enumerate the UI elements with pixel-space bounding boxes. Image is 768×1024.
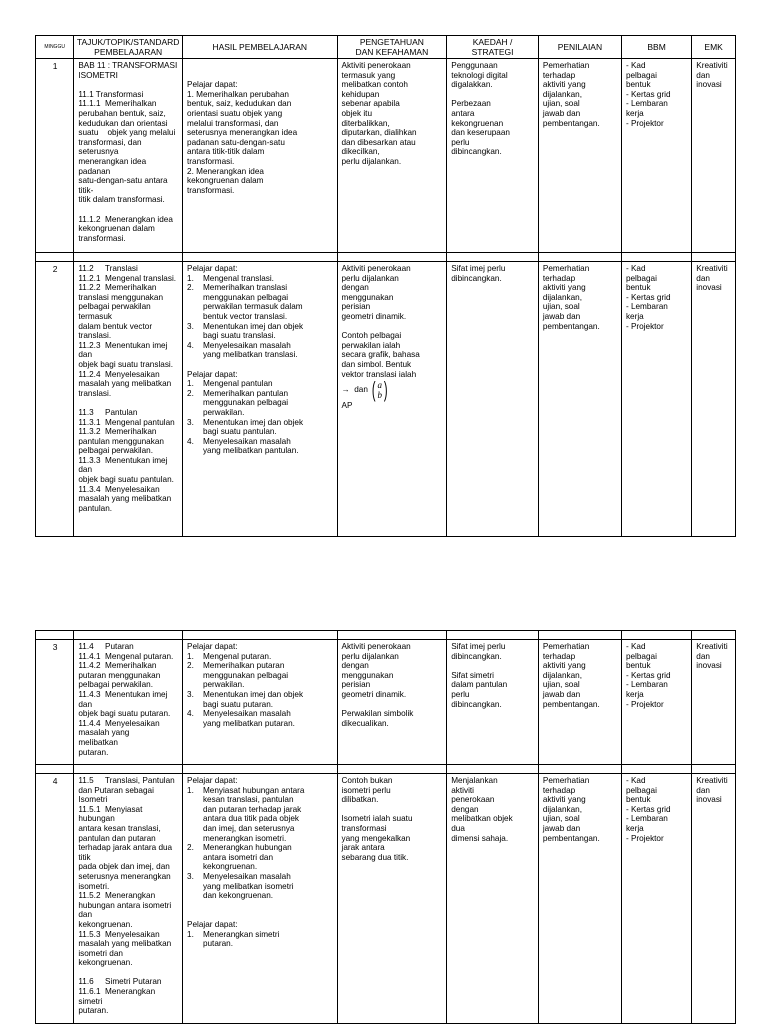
bbm-cell: - Kad pelbagai bentuk - Kertas grid - Lembaran kerja - Projektor (621, 262, 691, 537)
emk-cell: Kreativiti dan inovasi (692, 774, 736, 1024)
topic-cell: 11.4 Putaran 11.4.1 Mengenal putaran. 11.4.2 Memerihalkan putaran menggunakan pelbagai perwakilan. 11.4.3 Menentukan imej dan objek bagi suatu putaran. 11.4.4 Menyelesaikan masalah yang melibatkan putaran. (74, 640, 183, 765)
emk-cell: Kreativiti dan inovasi (692, 59, 736, 253)
assessment-cell: Pemerhatian terhadap aktiviti yang dijalankan, ujian, soal jawab dan pembentangan. (538, 262, 621, 537)
method-cell: Penggunaan teknologi digital digalakkan. Perbezaan antara kekongruenan dan keserupaan perlu dibincangkan. (447, 59, 539, 253)
header-row (36, 36, 736, 59)
vector-b: b (377, 390, 383, 401)
bbm-cell: - Kad pelbagai bentuk - Kertas grid - Lembaran kerja - Projektor (621, 774, 691, 1024)
header-method: KAEDAH / STRATEGI (447, 36, 539, 59)
table-row (36, 640, 736, 765)
knowledge-cell: Contoh bukan isometri perlu dilibatkan. Isometri ialah suatu transformasi yang mengekalkan jarak antara sebarang dua titik. (337, 774, 447, 1024)
emk-cell: Kreativiti dan inovasi (692, 640, 736, 765)
lesson-plan-table-2 (35, 630, 736, 1024)
topic-cell: 11.2 Translasi 11.2.1 Mengenal translasi. 11.2.2 Memerihalkan translasi menggunakan pelbagai perwakilan termasuk dalam bentuk vector translasi. 11.2.3 Menentukan imej dan objek bagi suatu translasi. 11.2.4 Menyelesaikan masalah yang melibatkan translasi. 11.3 Pantulan 11.3.1 Mengenal pantulan 11.3.2 Memerihalkan pantulan menggunakan pelbagai perwakilan. 11.3.3 Menentukan imej dan objek bagi suatu pantulan. 11.3.4 Menyelesaikan masalah yang melibatkan pantulan. (74, 262, 183, 537)
ap-text: AP (341, 401, 353, 411)
translation-vector: → dan ( a b ) (341, 377, 388, 403)
method-cell: Menjalankan aktiviti penerokaan dengan melibatkan objek dua dimensi sahaja. (447, 774, 539, 1024)
method-cell: Sifat imej perlu dibincangkan. Sifat simetri dalam pantulan perlu dibincangkan. (447, 640, 539, 765)
header-bbm: BBM (621, 36, 691, 59)
separator-row (36, 631, 736, 640)
table-row (36, 774, 736, 1024)
header-knowledge: PENGETAHUAN DAN KEFAHAMAN (337, 36, 447, 59)
separator-row (36, 765, 736, 774)
lesson-plan-table-1 (35, 35, 736, 537)
topic-cell: 11.5 Translasi, Pantulan dan Putaran sebagai Isometri 11.5.1 Menyiasat hubungan antara kesan translasi, pantulan dan putaran terhadap jarak antara dua titik pada objek dan imej, dan seterusnya menerangkan isometri. 11.5.2 Menerangkan hubungan antara isometri dan kekongruenan. 11.5.3 Menyelesaikan masalah yang melibatkan isometri dan kekongruenan. 11.6 Simetri Putaran 11.6.1 Menerangkan simetri putaran. (74, 774, 183, 1024)
week-number: 4 (36, 774, 74, 1024)
knowledge-cell: Aktiviti penerokaan termasuk yang melibatkan contoh kehidupan sebenar apabila objek itu diterbalikkan, diputarkan, dialihkan dan dibesarkan atau dikecilkan, perlu dijalankan. (337, 59, 447, 253)
table-row (36, 59, 736, 253)
knowledge-cell (337, 262, 447, 537)
header-emk: EMK (692, 36, 736, 59)
header-week: MINGGU (36, 36, 74, 59)
knowledge-text: Aktiviti penerokaan perlu dijalankan dengan menggunakan perisian geometri dinamik. Contoh pelbagai perwakilan ialah secara grafik, bahasa dan simbol. Bentuk vektor translasi ialah (341, 264, 420, 379)
table-row (36, 262, 736, 537)
topic-cell: BAB 11 : TRANSFORMASI ISOMETRI 11.1 Transformasi 11.1.1 Memerihalkan perubahan bentuk, saiz, kedudukan dan orientasi suatu objek yang melalui transformasi, dan seterusnya menerangkan idea padanan satu-dengan-satu antara titik- titik dalam transformasi. 11.1.2 Menerangkan idea kekongruenan dalam transformasi. (74, 59, 183, 253)
week-number: 2 (36, 262, 74, 537)
week-number: 3 (36, 640, 74, 765)
bbm-cell: - Kad pelbagai bentuk - Kertas grid - Lembaran kerja - Projektor (621, 640, 691, 765)
vector-a: a (377, 380, 383, 391)
emk-cell: Kreativiti dan inovasi (692, 262, 736, 537)
assessment-cell: Pemerhatian terhadap aktiviti yang dijalankan, ujian, soal jawab dan pembentangan. (538, 774, 621, 1024)
outcome-cell: Pelajar dapat: 1. Memerihalkan perubahan bentuk, saiz, kedudukan dan orientasi suatu objek yang melalui transformasi, dan seterusnya menerangkan idea padanan satu-dengan-satu antara titik-titik dalam transformasi. 2. Menerangkan idea kekongruenan dalam transformasi. (183, 59, 337, 253)
header-assessment: PENILAIAN (538, 36, 621, 59)
outcome-cell: Pelajar dapat: 1. Mengenal translasi. 2. Memerihalkan translasi menggunakan pelbagai perwakilan termasuk dalam bentuk vector translasi. 3. Menentukan imej dan objek bagi suatu translasi. 4. Menyelesaikan masalah yang melibatkan translasi. Pelajar dapat: 1. Mengenal pantulan 2. Memerihalkan pantulan menggunakan pelbagai perwakilan. 3. Menentukan imej dan objek bagi suatu pantulan. 4. Menyelesaikan masalah yang melibatkan pantulan. (183, 262, 337, 537)
outcome-cell: Pelajar dapat: 1. Mengenal putaran. 2. Memerihalkan putaran menggunakan pelbagai perwakilan. 3. Menentukan imej dan objek bagi suatu putaran. 4. Menyelesaikan masalah yang melibatkan putaran. (183, 640, 337, 765)
assessment-cell: Pemerhatian terhadap aktiviti yang dijalankan, ujian, soal jawab dan pembentangan. (538, 59, 621, 253)
assessment-cell: Pemerhatian terhadap aktiviti yang dijalankan, ujian, soal jawab dan pembentangan. (538, 640, 621, 765)
bbm-cell: - Kad pelbagai bentuk - Kertas grid - Lembaran kerja - Projektor (621, 59, 691, 253)
header-topic: TAJUK/TOPIK/STANDARD PEMBELAJARAN (74, 36, 183, 59)
outcome-cell: Pelajar dapat: 1. Menyiasat hubungan antara kesan translasi, pantulan dan putaran terhadap jarak antara dua titik pada objek dan imej, dan seterusnya menerangkan isometri. 2. Menerangkan hubungan antara isometri dan kekongruenan. 3. Menyelesaikan masalah yang melibatkan isometri dan kekongruenan. Pelajar dapat: 1. Menerangkan simetri putaran. (183, 774, 337, 1024)
week-number: 1 (36, 59, 74, 253)
knowledge-cell: Aktiviti penerokaan perlu dijalankan dengan menggunakan perisian geometri dinamik. Perwakilan simbolik dikecualikan. (337, 640, 447, 765)
separator-row (36, 253, 736, 262)
arrow-text: → dan (341, 385, 368, 395)
method-cell: Sifat imej perlu dibincangkan. (447, 262, 539, 537)
header-outcome: HASIL PEMBELAJARAN (183, 36, 337, 59)
